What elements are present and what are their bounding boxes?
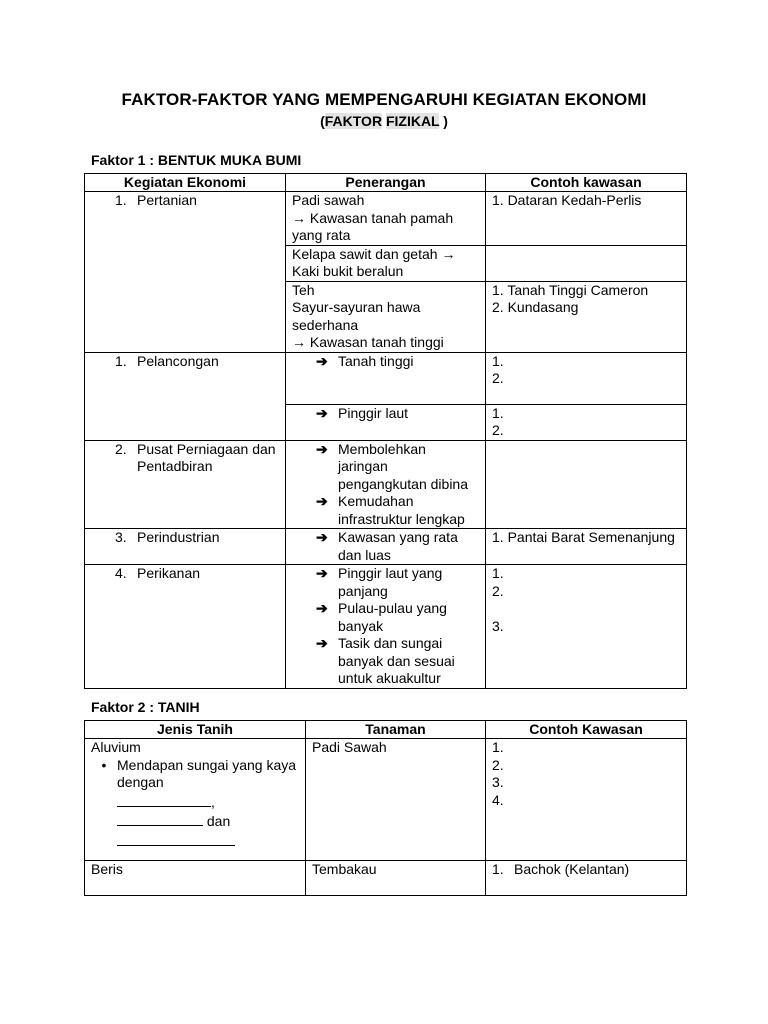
- document-subtitle: [0, 113, 768, 129]
- table-row: [85, 440, 687, 529]
- arrow-icon: ➔: [316, 529, 328, 545]
- document-title: FAKTOR-FAKTOR YANG MEMPENGARUHI KEGIATAN EKONOMI: [121, 90, 647, 109]
- example-cell: [486, 529, 687, 565]
- factor2-header-row: [85, 721, 687, 739]
- example-line: 1. Dataran Kedah-Perlis: [492, 192, 642, 208]
- activity-number: 3.: [115, 529, 127, 545]
- example-line: 1.: [492, 739, 504, 755]
- factor2-heading: Faktor 2 : TANIH: [91, 699, 200, 715]
- header-penerangan: Penerangan: [286, 174, 486, 192]
- activity-number: 4.: [115, 565, 127, 581]
- explanation-point: [316, 600, 479, 635]
- example-cell: [486, 352, 687, 404]
- soil-cell-aluvium: [85, 739, 306, 861]
- explanation-point: [316, 405, 479, 423]
- example-cell: [486, 861, 687, 896]
- example-line: 3.: [492, 617, 504, 634]
- example-cell: [486, 245, 687, 281]
- example-line: 2.: [492, 756, 504, 773]
- explanation-point: [316, 441, 479, 494]
- soil-label: Aluvium: [91, 739, 141, 755]
- explanation-line: Padi sawah: [292, 192, 365, 208]
- example-line: 2.: [492, 582, 504, 599]
- table-row: [85, 352, 687, 404]
- header-kegiatan: Kegiatan Ekonomi: [85, 174, 286, 192]
- header-contoh: Contoh kawasan: [486, 174, 687, 192]
- explanation-text: Pinggir laut yang panjang: [338, 565, 443, 599]
- example-cell: [486, 192, 687, 246]
- crop-label: Tembakau: [312, 861, 377, 877]
- explanation-point: [316, 565, 479, 600]
- table-row: [85, 739, 687, 861]
- factor1-table: [84, 173, 687, 689]
- explanation-cell: [286, 192, 486, 246]
- arrow-icon: ➔: [316, 493, 328, 509]
- explanation-text: Kawasan tanah pamah yang rata: [292, 209, 454, 243]
- example-text: Bachok (Kelantan): [514, 861, 630, 877]
- example-line: 1.: [492, 352, 504, 369]
- activity-label: Pertanian: [137, 192, 197, 208]
- arrow-icon: →: [292, 334, 306, 350]
- header-contoh-kawasan: Contoh Kawasan: [486, 721, 687, 739]
- subtitle-open-paren: (: [320, 113, 325, 129]
- example-cell: [486, 281, 687, 352]
- subtitle-close-paren: ): [443, 113, 448, 129]
- arrow-icon: ➔: [316, 404, 328, 421]
- example-line: 2. Kundasang: [492, 299, 579, 315]
- blank-dan: dan: [206, 813, 231, 829]
- bullet-icon: •: [101, 756, 107, 773]
- explanation-point: [316, 493, 479, 528]
- explanation-line: [292, 334, 479, 352]
- activity-cell-perniagaan: [85, 440, 286, 529]
- explanation-text: Membolehkan jaringan pengangkutan dibina: [338, 440, 469, 492]
- example-line: 1.: [492, 565, 504, 581]
- explanation-text: Tanah tinggi: [338, 352, 414, 369]
- explanation-line: Kaki bukit beralun: [292, 263, 404, 279]
- crop-label: Padi Sawah: [312, 739, 387, 755]
- soil-label: Beris: [91, 861, 123, 877]
- example-cell: [486, 565, 687, 689]
- activity-label: Pusat Perniagaan dan Pentadbiran: [137, 440, 276, 474]
- activity-cell-pelancongan: [85, 352, 286, 440]
- soil-description: [117, 757, 299, 851]
- crop-cell: [306, 861, 486, 896]
- explanation-text: Kawasan yang rata dan luas: [338, 529, 458, 563]
- header-jenis-tanih: Jenis Tanih: [85, 721, 306, 739]
- explanation-cell: [286, 565, 486, 689]
- activity-label: Pelancongan: [137, 352, 219, 369]
- table-row: [85, 565, 687, 689]
- factor2-table: [84, 720, 687, 896]
- fill-blank: [117, 811, 203, 826]
- example-cell: [486, 404, 687, 440]
- example-cell: [486, 739, 687, 861]
- activity-cell-pertanian: [85, 192, 286, 353]
- explanation-cell: [286, 245, 486, 281]
- explanation-cell: [286, 281, 486, 352]
- crop-cell: [306, 739, 486, 861]
- arrow-icon: →: [441, 245, 456, 262]
- table-row: [85, 861, 687, 896]
- example-number: 1.: [492, 861, 504, 877]
- arrow-icon: ➔: [316, 565, 328, 581]
- explanation-cell: [286, 529, 486, 565]
- activity-number: 1.: [115, 192, 127, 208]
- explanation-line: [292, 246, 479, 264]
- explanation-cell: [286, 440, 486, 529]
- explanation-line: Sayur-sayuran hawa sederhana: [292, 299, 421, 333]
- example-line: 3.: [492, 774, 504, 790]
- arrow-icon: ➔: [316, 352, 328, 369]
- explanation-text: Pinggir laut: [338, 404, 409, 421]
- example-cell: [486, 440, 687, 529]
- explanation-text: Kemudahan infrastruktur lengkap: [338, 493, 465, 527]
- explanation-cell: [286, 352, 486, 404]
- example-line: 1. Tanah Tinggi Cameron: [492, 281, 649, 298]
- table-row: [85, 529, 687, 565]
- arrow-icon: ➔: [316, 600, 328, 616]
- soil-cell-beris: [85, 861, 306, 896]
- subtitle-word-fizikal: FIZIKAL: [385, 113, 440, 129]
- example-line: 2.: [492, 422, 504, 438]
- explanation-text: Kawasan tanah tinggi: [309, 334, 444, 350]
- explanation-cell: [286, 404, 486, 440]
- soil-point: [91, 757, 299, 851]
- activity-cell-perikanan: [85, 565, 286, 689]
- arrow-icon: ➔: [316, 635, 328, 651]
- example-line: 1.: [492, 404, 504, 421]
- activity-label: Perindustrian: [137, 529, 220, 545]
- soil-description-text: Mendapan sungai yang kaya dengan: [117, 756, 297, 790]
- arrow-icon: ➔: [316, 440, 328, 457]
- activity-entry: [115, 441, 279, 476]
- table-row: [85, 192, 687, 246]
- explanation-line: Teh: [292, 281, 315, 298]
- example-line: [492, 861, 680, 879]
- factor1-header-row: [85, 174, 687, 192]
- factor1-heading: Faktor 1 : BENTUK MUKA BUMI: [91, 152, 302, 168]
- explanation-point: [316, 635, 479, 688]
- arrow-icon: →: [292, 209, 306, 226]
- header-tanaman: Tanaman: [306, 721, 486, 739]
- subtitle-word-faktor: FAKTOR: [324, 113, 383, 129]
- fill-blank: [117, 831, 235, 846]
- explanation-point: [316, 529, 479, 564]
- activity-cell-perindustrian: [85, 529, 286, 565]
- activity-label: Perikanan: [137, 565, 201, 581]
- example-line: 4.: [492, 791, 504, 808]
- explanation-point: [316, 353, 479, 371]
- fill-blank: [117, 792, 211, 807]
- activity-number: 2.: [115, 440, 127, 457]
- example-line: 1. Pantai Barat Semenanjung: [492, 529, 675, 545]
- explanation-text: Tasik dan sungai banyak dan sesuai untuk akuakultur: [338, 635, 455, 686]
- example-line: 2.: [492, 370, 504, 386]
- explanation-text: Kelapa sawit dan getah: [292, 245, 438, 262]
- example-spacer: [492, 600, 680, 618]
- explanation-text: Pulau-pulau yang banyak: [338, 600, 447, 634]
- blank-comma: ,: [211, 793, 215, 810]
- activity-number: 1.: [115, 352, 127, 369]
- explanation-line: [292, 210, 479, 245]
